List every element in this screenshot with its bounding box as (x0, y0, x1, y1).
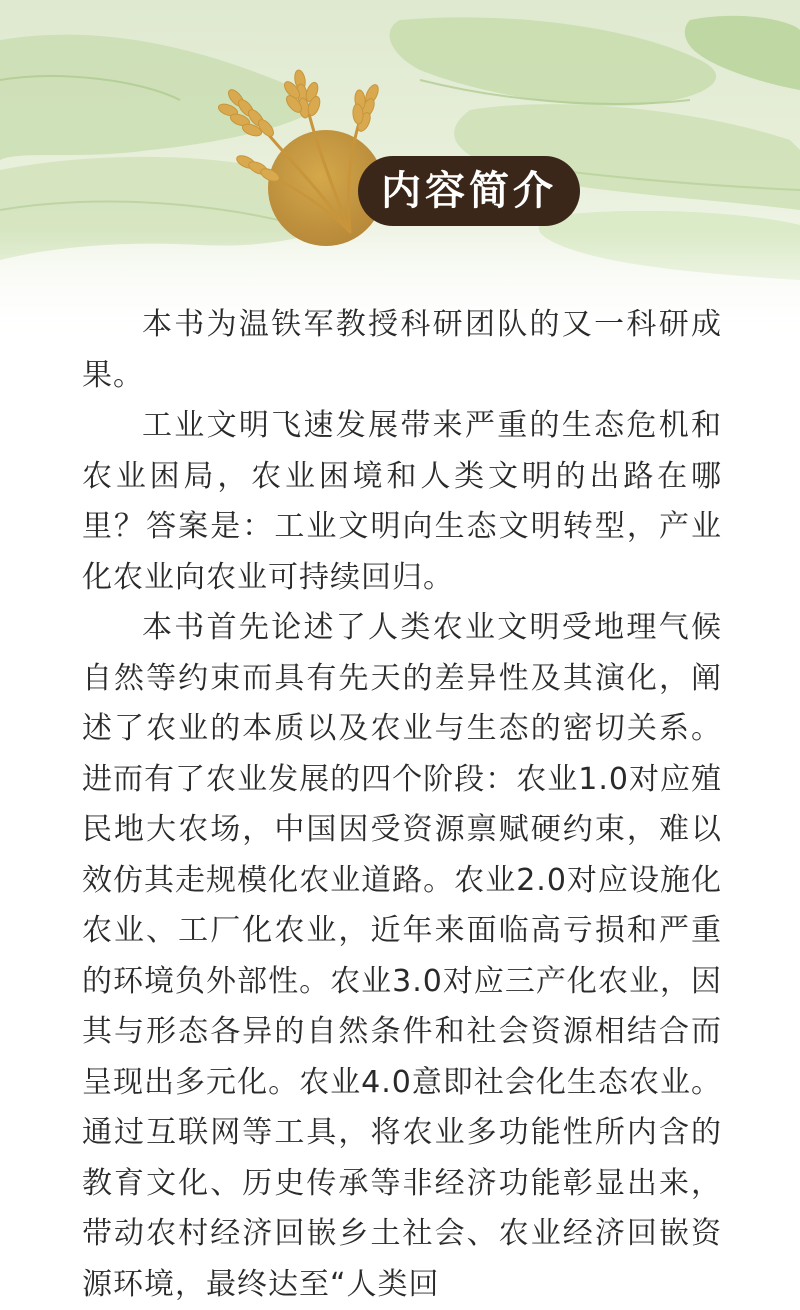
paragraph-2: 工业文明飞速发展带来严重的生态危机和农业困局，农业困境和人类文明的出路在哪里？答案是：工业文明向生态文明转型，产业化农业向农业可持续回归。 (82, 408, 722, 595)
header-banner (0, 0, 800, 340)
intro-text (82, 300, 722, 1310)
paragraph-1: 本书为温铁军教授科研团队的又一科研成果。 (82, 307, 722, 393)
paragraph-3: 本书首先论述了人类农业文明受地理气候自然等约束而具有先天的差异性及其演化，阐述了农业的本质以及农业与生态的密切关系。进而有了农业发展的四个阶段：农业1.0对应殖民地大农场，中国因受资源禀赋硬约束，难以效仿其走规模化农业道路。农业2.0对应设施化农业、工厂化农业，近年来面临高亏损和严重的环境负外部性。农业3.0对应三产化农业，因其与形态各异的自然条件和社会资源相结合而呈现出多元化。农业4.0意即社会化生态农业。通过互联网等工具，将农业多功能性所内含的教育文化、历史传承等非经济功能彰显出来，带动农村经济回嵌乡土社会、农业经济回嵌资源环境，最终达至“人类回 (82, 610, 722, 1302)
section-title: 内容简介 (358, 156, 580, 226)
